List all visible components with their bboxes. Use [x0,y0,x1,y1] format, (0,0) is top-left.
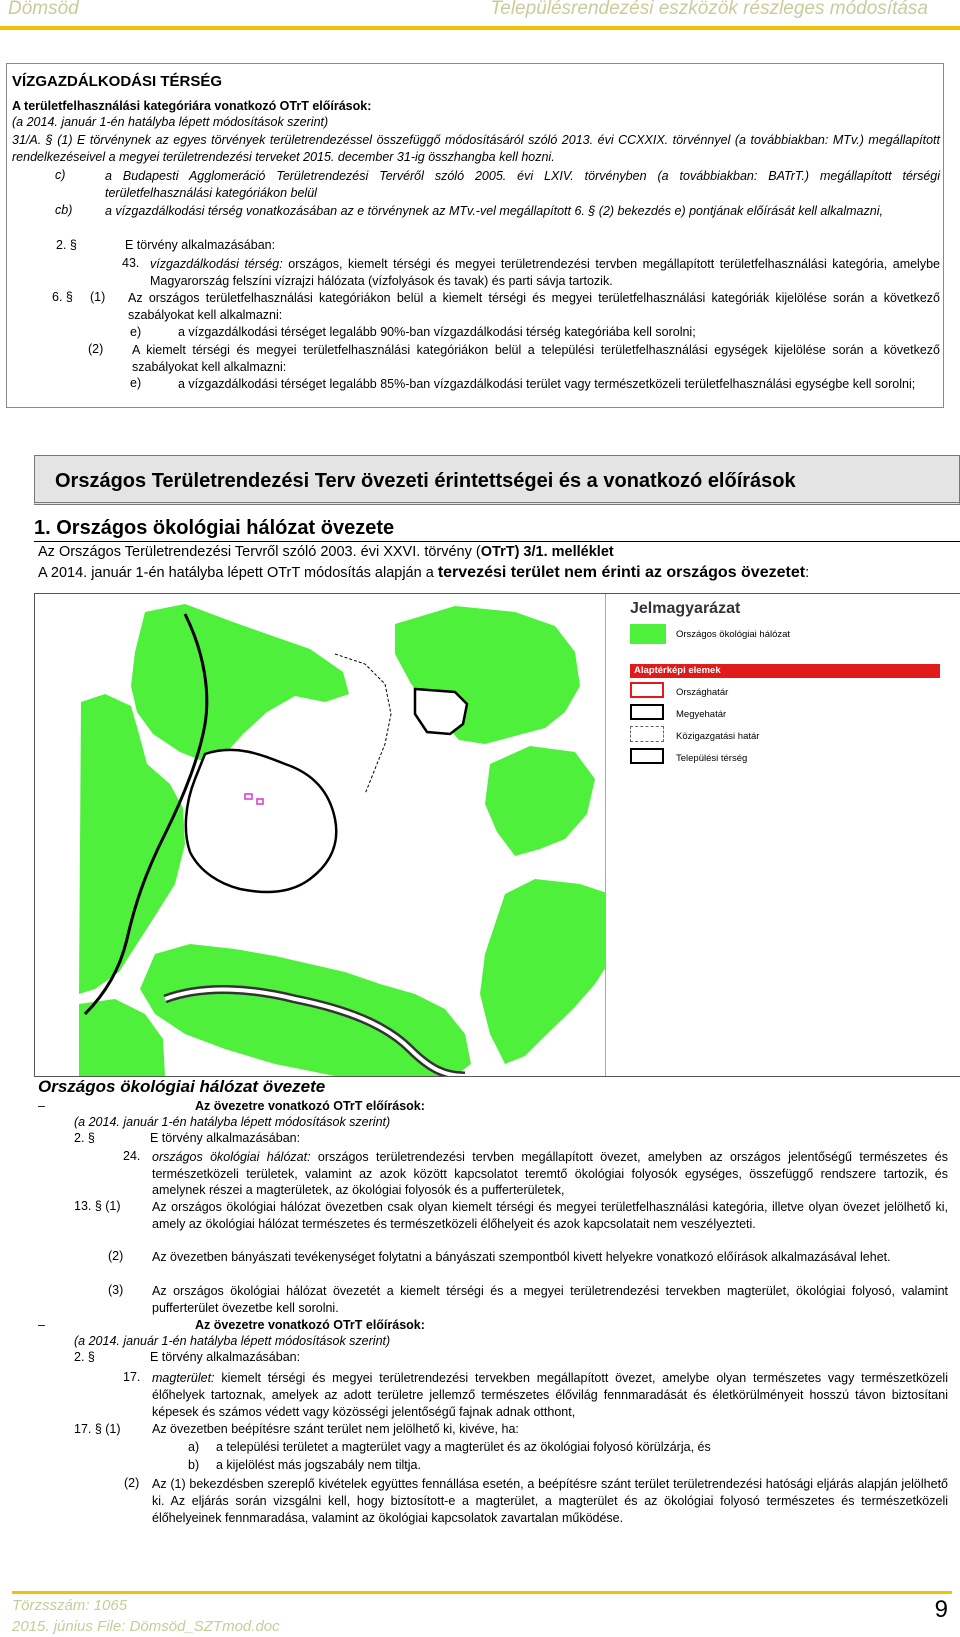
block2-section-13-3-text: Az országos ökológiai hálózat övezetét a kiemelt térségi és a megyei területrendezési tervekben magterület, ökológiai folyosó, valamint pufferterület övezetbe kell sorolni. [152,1284,948,1315]
box1-title: VÍZGAZDÁLKODÁSI TÉRSÉG [12,73,223,90]
box1-section-6-1-e-text: a vízgazdálkodási térséget legalább 90%-ban vízgazdálkodási térség kategóriába kell sorolni; [178,325,696,339]
legend-item-ecological: Országos ökológiai hálózat [676,629,791,640]
block2-heading: Az övezetre vonatkozó OTrT előírások: [195,1099,425,1113]
footer-register-number: Törzsszám: 1065 [12,1597,128,1614]
block2-section-2: 2. § [74,1131,95,1145]
legend-item-national-border: Országhatár [676,687,729,698]
law-reference-plain: Az Országos Területrendezési Tervről szóló 2003. évi XXVI. törvény ( [38,544,481,560]
section-1-intro [38,563,948,583]
map-green-zones [79,604,621,1076]
zone-southwest-strip [79,999,165,1076]
block2-section-13-2-num: (2) [108,1249,124,1263]
box1-note: (a 2014. január 1-én hatályba lépett módosítások szerint) [12,115,329,129]
box1-section-6-2-text: A kiemelt térségi és megyei területfelhasználási kategóriákon belül a települési területfelhasználási egységek kijelölése során a következő szabályokat kell alkalmazni: [132,343,940,374]
block3-point-17-text: kiemelt térségi és megyei területrendezési tervekben megállapított övezet, amelybe olyan természetes vagy természetközeli élőhelyek tartoznak, amelyek az adott területre jellemző természetes élővilág fennmaradását és életkörülményeit hosszú távon biztosítani képesek és számos védett vagy közösségi jelentőségű fajnak adnak otthont, [152,1371,948,1419]
block2-section-13-3-num: (3) [108,1283,124,1297]
box1-paragraph-31a: 31/A. § (1) E törvénynek az egyes törvények területrendezéssel összefüggő módosításáról szóló 2013. évi CCXXIX. törvénnyel (a továbbiakban: MTv.) megállapított rendelkezéseivel a megyei területrendezési terveket 2015. december 31-ig összhangba kell hozni. [12,133,940,164]
block3-item-b-label: b) [188,1458,200,1472]
block3-heading: Az övezetre vonatkozó OTrT előírások: [195,1318,425,1332]
box1-point-43-text: országos, kiemelt térségi és megyei területrendezési tervben megállapított területfelhasználási kategória, amelybe Magyarország felszíni vízrajzi hálózata (vízfolyások és tavak) és parti sávja tartozik. [150,257,940,288]
page-header [0,0,960,30]
block2-point-24-term: országos ökológiai hálózat: [152,1150,311,1164]
section-1-rule [34,541,960,542]
box1-section-6-1-num: (1) [90,290,106,304]
header-document-title: Településrendezési eszközök részleges módosítása [490,0,928,19]
page-number: 9 [934,1596,948,1623]
box1-section-6-1-text: Az országos területfelhasználási kategóriákon belül a kiemelt térségi és megyei területfelhasználási kategóriák kijelölése során a következő szabályokat kell alkalmazni: [128,291,940,322]
block2-section-13: 13. § (1) [74,1199,121,1213]
box1-subtitle: A területfelhasználási kategóriára vonatkozó OTrT előírások: [12,99,372,113]
block3-note: (a 2014. január 1-én hatályba lépett módosítások szerint) [74,1334,391,1348]
box1-section-6-2-e-text: a vízgazdálkodási térséget legalább 85%-ban vízgazdálkodási terület vagy természetközeli területfelhasználási egységbe kell sorolni; [178,377,916,391]
block3-point-17 [152,1370,948,1421]
box1-section-2: 2. § [56,238,77,252]
legend-swatch-border [630,682,664,698]
block2-dash: – [38,1099,45,1113]
settlement-outline [186,750,336,892]
map-caption: Országos ökológiai hálózat övezete [38,1077,326,1096]
section-1-intro-bold: tervezési terület nem érinti az országos övezetet [437,564,806,581]
otrt-heading-title: Országos Területrendezési Terv övezeti érintettségei és a vonatkozó előírások [55,470,796,492]
block3-item-a-label: a) [188,1440,200,1454]
block3-section-2: 2. § [74,1350,95,1364]
legend-swatch-admin [630,726,664,742]
box1-cb-label: cb) [55,203,73,217]
block3-dash: – [38,1318,45,1332]
block3-section-17-2-num: (2) [124,1476,140,1490]
block3-item-a-text: a települési területet a magterület vagy a magterület és az ökológiai folyosó körülzárja, és [216,1440,711,1454]
legend-swatch-green [630,624,666,644]
legend-item-settlement: Települési térség [676,753,748,764]
otrt-heading-box [34,455,960,505]
box1-c-label: c) [55,168,66,182]
block3-point-17-number: 17. [123,1370,141,1384]
law-reference-bold: OTrT) 3/1. melléklet [480,544,614,560]
zone-east [485,746,595,856]
box1-point-43 [150,256,940,290]
header-rule [0,26,960,30]
block2-section-13-2-text: Az övezetben bányászati tevékenységet folytatni a bányászati szempontból kivett helyekre vonatkozó előírások alkalmazásával lehet. [152,1250,891,1264]
block2-point-24-number: 24. [123,1149,141,1163]
block3-section-17-2-text: Az (1) bekezdésben szereplő kivételek együttes fennállása esetén, a beépítésre szánt terület területrendezési hatósági eljárás alapján jelölhető ki. Az eljárás során vizsgálni kell, hogy biztosított-e a magterület, a magterület és az ökológiai folyosó természetes és természetközeli élőhelyeinek fennmaradása, valamint az ökológiai kapcsolatok zavartalan működése. [152,1477,948,1525]
zone-north [131,604,349,762]
block3-section-2-text: E törvény alkalmazásában: [150,1350,301,1364]
block3-section-17-1-text: Az övezetben beépítésre szánt terület nem jelölhető ki, kivéve, ha: [152,1422,519,1436]
legend-item-admin-border: Közigazgatási határ [676,731,760,742]
box1-c-text: a Budapesti Agglomeráció Területrendezési Tervéről szóló 2005. évi LXIV. törvényben (a továbbiakban: BATrT.) megállapított térségi területfelhasználási kategóriákon belül [105,169,940,200]
law-reference [38,543,614,561]
ecological-network-map [34,593,960,1077]
legend-sub-title: Alaptérképi elemek [634,665,721,676]
block3-point-17-term: magterület: [152,1371,215,1385]
block3-item-b-text: a kijelölést más jogszabály nem tiltja. [216,1458,421,1472]
block2-section-13-1-text: Az országos ökológiai hálózat övezetben csak olyan kiemelt térségi és megyei területfelhasználási kategória, illetve olyan övezet jelölhető ki, amely az ökológiai hálózat természetes és természetközeli élőhelyeit és azok kapcsolatait nem veszélyezteti. [152,1200,948,1231]
map-legend [605,594,960,1076]
section-1-heading: 1. Országos ökológiai hálózat övezete [34,517,395,539]
block2-section-2-text: E törvény alkalmazásában: [150,1131,301,1145]
box1-section-6-1-e-label: e) [130,325,142,339]
box1-section-6-2-num: (2) [88,342,104,356]
legend-swatch-settlement [630,748,664,764]
block2-point-24 [152,1149,948,1199]
box1-cb-text: a vízgazdálkodási térség vonatkozásában az e törvénynek az MTv.-vel megállapított 6. § (2) bekezdés e) pontjának előírását kell alkalmazni, [105,204,883,218]
block2-point-24-text: országos területrendezési tervben megállapított övezet, amelyben az országos jelentőségű természetes és természetközeli területek, valamint az azok között kapcsolatot teremtő ökológiai folyosók egységes, összefüggő rendszere tartozik, és amelynek részei a magterületek, az ökológiai folyosók és a pufferterületek, [152,1150,948,1197]
section-1-intro-end: : [805,565,810,581]
footer-rule [12,1591,952,1594]
box1-section-2-text: E törvény alkalmazásában: [125,238,276,252]
settlement-outline-north [415,689,467,734]
footer-file-info: 2015. június File: Dömsöd_SZTmod.doc [12,1618,280,1635]
legend-title: Jelmagyarázat [630,600,741,617]
zone-southeast [480,879,621,1064]
box1-section-6: 6. § [52,290,73,304]
block2-note: (a 2014. január 1-én hatályba lépett módosítások szerint) [74,1115,391,1129]
section-1-intro-plain: A 2014. január 1-én hatályba lépett OTrT módosítás alapján a [38,565,438,581]
box1-point-43-term: vízgazdálkodási térség: [150,257,283,271]
header-settlement: Dömsöd [8,0,79,19]
box1-section-6-2-e-label: e) [130,376,142,390]
legend-item-county-border: Megyehatár [676,709,727,720]
box1-point-43-number: 43. [122,256,140,270]
legend-sub-header [630,664,940,678]
legend-swatch-county [630,704,664,720]
block3-section-17: 17. § (1) [74,1422,121,1436]
